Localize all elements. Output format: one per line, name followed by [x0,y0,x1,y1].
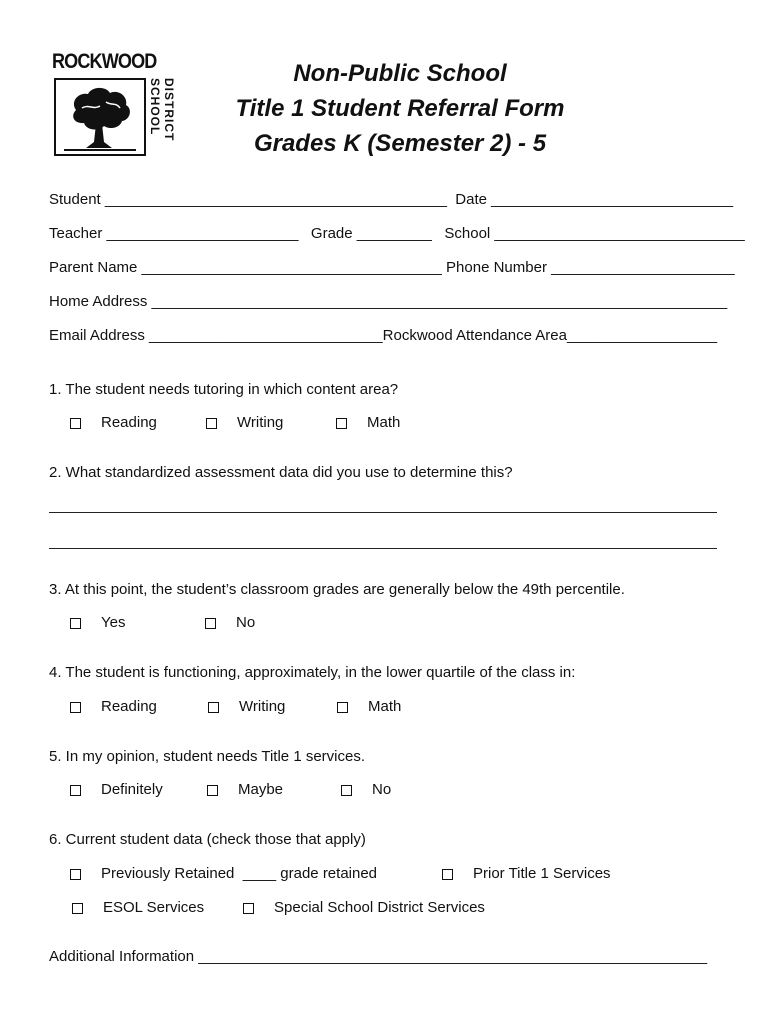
tree-icon [56,80,144,154]
attendance-area-field[interactable]: __________________ [566,327,718,344]
logo-name-school: SCHOOL [148,78,162,136]
q6-option-esol[interactable]: ESOL Services [72,898,204,918]
q4-option-reading[interactable]: Reading [70,697,157,717]
q5-option-maybe[interactable]: Maybe [207,780,283,800]
q6-option-prior-title-1[interactable]: Prior Title 1 Services [442,864,611,884]
district-logo [52,50,176,158]
teacher-field[interactable]: _______________________ [102,225,311,242]
q1-option-writing[interactable]: Writing [206,413,283,433]
checkbox[interactable] [337,702,348,713]
q3-option-yes[interactable]: Yes [70,613,125,633]
checkbox[interactable] [205,618,216,629]
checkbox[interactable] [70,869,81,880]
q3-option-no[interactable]: No [205,613,255,633]
checkbox[interactable] [70,785,81,796]
q4-option-writing[interactable]: Writing [208,697,285,717]
home-address-label: Home Address [49,293,148,310]
checkbox[interactable] [341,785,352,796]
title-line-1: Non-Public School [293,60,507,87]
row-home-address [49,292,728,312]
school-field[interactable]: ______________________________ [490,225,745,242]
q6-option-previously-retained[interactable]: Previously Retained ____ grade retained [70,864,377,884]
checkbox[interactable] [206,418,217,429]
form-title [190,56,610,161]
title-line-2: Title 1 Student Referral Form [235,95,565,122]
student-label: Student [49,191,101,208]
tree-emblem [54,78,146,156]
checkbox[interactable] [243,903,254,914]
q1-option-math[interactable]: Math [336,413,400,433]
email-address-field[interactable]: ____________________________ [144,327,383,344]
logo-name-district: DISTRICT [162,78,176,142]
q2-answer-line-2[interactable] [49,548,717,549]
date-field[interactable]: _____________________________ [486,191,734,208]
parent-name-field[interactable]: ____________________________________ [137,259,447,276]
q5-option-definitely[interactable]: Definitely [70,780,163,800]
q4-option-math[interactable]: Math [337,697,401,717]
question-6: 6. Current student data (check those that apply) [49,831,366,848]
checkbox[interactable] [208,702,219,713]
logo-name-top: ROCKWOOD [52,50,157,73]
phone-number-field[interactable]: ______________________ [546,259,735,276]
q6-option-special-school-district[interactable]: Special School District Services [243,898,485,918]
q5-option-no[interactable]: No [341,780,391,800]
checkbox[interactable] [442,869,453,880]
checkbox[interactable] [70,418,81,429]
home-address-field[interactable]: _____________________________________________________________________ [147,293,728,310]
q1-option-reading[interactable]: Reading [70,413,157,433]
question-1: 1. The student needs tutoring in which content area? [49,381,399,398]
grade-retained-field[interactable]: ____ [234,865,281,882]
q2-answer-line-1[interactable] [49,512,717,513]
question-2: 2. What standardized assessment data did you use to determine this? [49,464,513,481]
row-teacher-grade-school [49,224,745,244]
student-field[interactable]: _________________________________________ [100,191,456,208]
checkbox[interactable] [70,618,81,629]
question-3: 3. At this point, the student’s classroom grades are generally below the 49th percentile. [49,581,625,598]
grade-field[interactable]: _________ [352,225,445,242]
question-5: 5. In my opinion, student needs Title 1 services. [49,748,366,765]
title-line-3: Grades K (Semester 2) - 5 [253,130,547,157]
phone-number-label: Phone Number [446,259,547,276]
additional-information-label: Additional Information [49,948,195,965]
row-student-date [49,190,734,210]
checkbox[interactable] [70,702,81,713]
grade-label: Grade [310,225,353,242]
question-4: 4. The student is functioning, approximately, in the lower quartile of the class in: [49,664,576,681]
checkbox[interactable] [72,903,83,914]
checkbox[interactable] [336,418,347,429]
teacher-label: Teacher [49,225,103,242]
date-label: Date [455,191,487,208]
row-additional-information [49,947,719,967]
row-email-attendance [49,326,719,346]
row-parent-phone [49,258,735,278]
parent-name-label: Parent Name [49,259,138,276]
school-label: School [444,225,491,242]
email-address-label: Email Address [49,327,145,344]
additional-information-field[interactable]: _____________________________________________________________ [194,948,708,965]
checkbox[interactable] [207,785,218,796]
attendance-area-label: Rockwood Attendance Area [382,327,567,344]
